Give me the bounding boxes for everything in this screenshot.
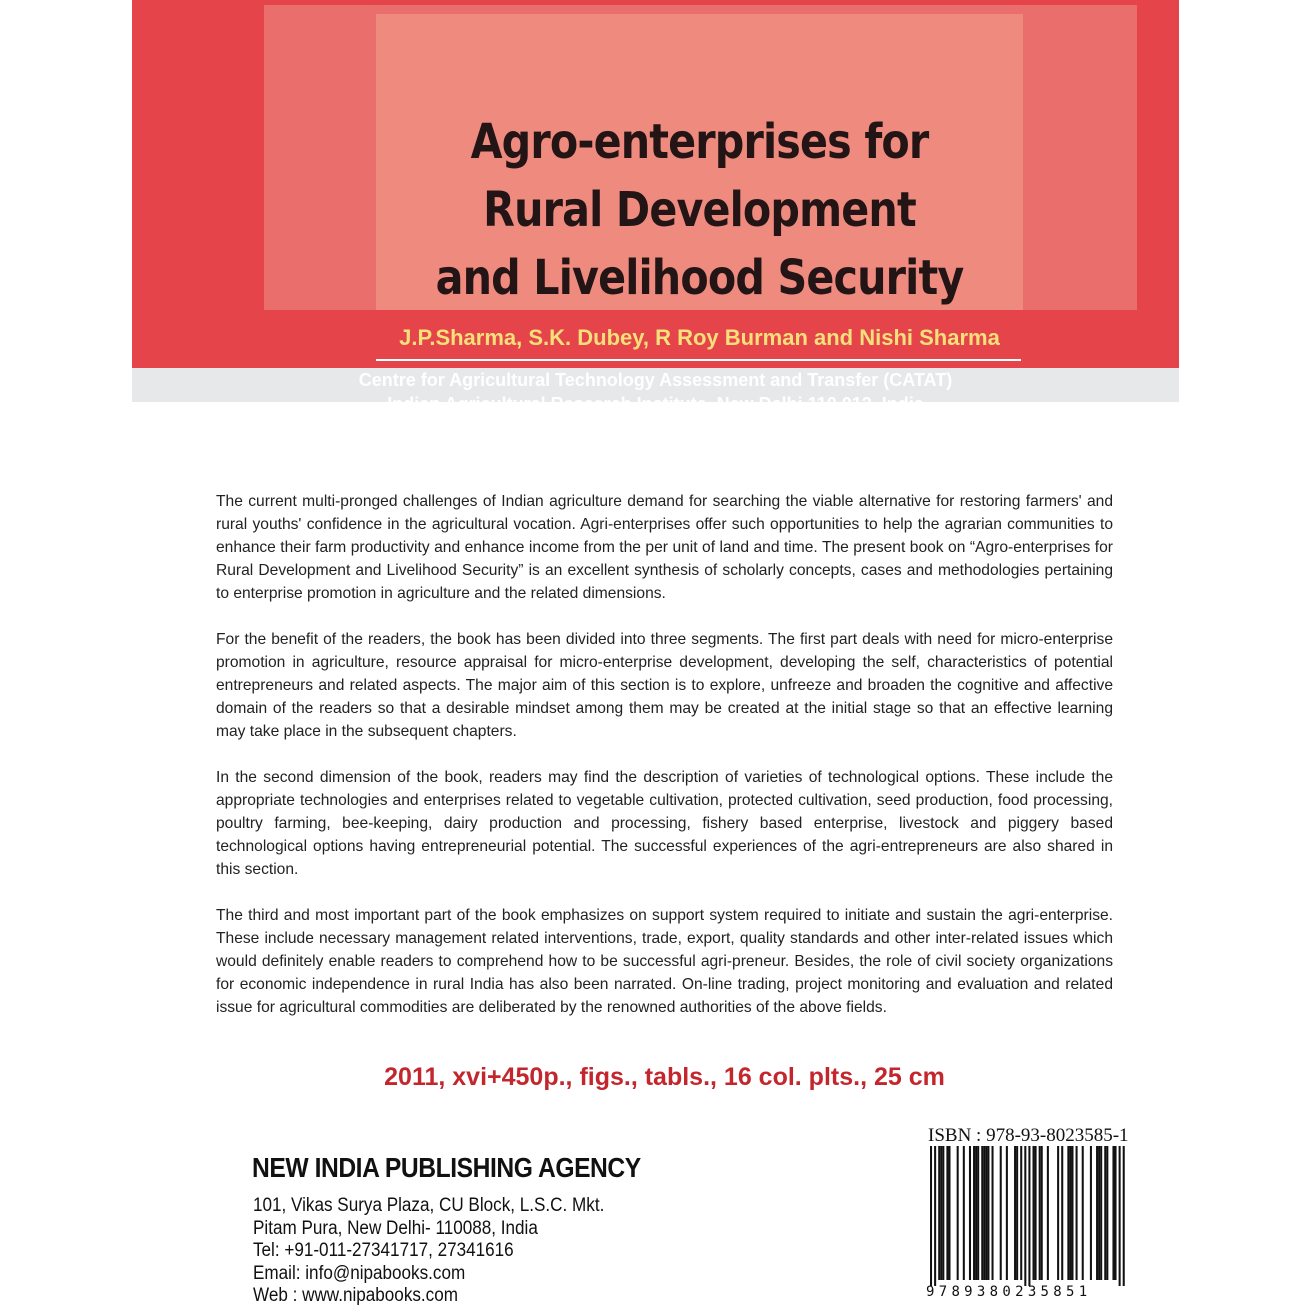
barcode-bar (946, 1146, 948, 1280)
barcode-bar (1069, 1146, 1071, 1280)
barcode-bar (981, 1146, 983, 1280)
barcode-bar (1082, 1146, 1084, 1280)
barcode-bar (983, 1146, 985, 1280)
book-title-line-2: Rural Development (483, 182, 916, 238)
barcode-bar (1000, 1146, 1002, 1280)
barcode-bar (992, 1146, 994, 1280)
publisher-address (253, 1195, 604, 1308)
barcode-bar (977, 1146, 979, 1280)
barcode-bar (934, 1146, 936, 1286)
barcode (926, 1146, 1134, 1304)
barcode-bar (1071, 1146, 1073, 1280)
barcode-bar (987, 1146, 989, 1280)
barcode-bar (948, 1146, 950, 1280)
barcode-bar (1098, 1146, 1100, 1280)
barcode-bar (1014, 1146, 1016, 1280)
institute-band (132, 368, 1179, 414)
authors-underline (376, 359, 1021, 361)
barcode-bar (1039, 1146, 1041, 1280)
barcode-bar (957, 1146, 959, 1280)
barcode-bar (1112, 1146, 1114, 1280)
barcode-bar (969, 1146, 971, 1280)
barcode-bar (1057, 1146, 1059, 1280)
barcode-bar (1035, 1146, 1037, 1280)
barcode-bar (942, 1146, 944, 1280)
address-web: Web : www.nipabooks.com (253, 1285, 458, 1306)
barcode-bar (1016, 1146, 1018, 1280)
book-title-line-3: and Livelihood Security (435, 250, 964, 306)
barcode-bar (1047, 1146, 1049, 1280)
description-paragraph-2: For the benefit of the readers, the book has been divided into three segments. The first part deals with need for micro-enterprise promotion in agriculture, resource appraisal for micro-enterprise development, developing the self, characteristics of potential entrepreneurs and related aspects. The major aim of this section is to explore, unfreeze and broaden the cognitive and affective domain of the readers so that a desirable mindset among them may be created at the initial stage so that an effective learning may take place in the subsequent chapters. (216, 631, 1113, 740)
barcode-bar (1115, 1146, 1117, 1280)
barcode-bar (985, 1146, 987, 1280)
book-title-line-1: Agro-enterprises for (470, 114, 929, 170)
barcode-bar (1119, 1146, 1121, 1286)
barcode-bar (1100, 1146, 1102, 1280)
barcode-bars (926, 1146, 1134, 1286)
barcode-bar (1006, 1146, 1008, 1280)
barcode-bar (1020, 1146, 1022, 1280)
description-paragraph-1: The current multi-pronged challenges of Indian agriculture demand for searching the viable alternative for restoring farmers' and rural youths' confidence in the agricultural vocation. Agri-enterprises offer such opportunities to help the agrarian communities to enhance their farm productivity and enhance income from the per unit of land and time. The present book on “Agro-enterprises for Rural Development and Livelihood Security” is an excellent synthesis of scholarly concepts, cases and methodologies pertaining to enterprise promotion in agriculture and the related dimensions. (216, 493, 1113, 602)
book-specs: 2011, xvi+450p., figs., tabls., 16 col. plts., 25 cm (384, 1063, 945, 1091)
description-paragraph-4: The third and most important part of the book emphasizes on support system required to initiate and sustain the agri-enterprise. These include necessary management related interventions, trade, export, quality standards and other inter-related issues which would definitely enable readers to comprehend how to be successful agri-preneur. Besides, the role of civil society organizations for economic independence in rural India has also been narrated. On-line trading, project monitoring and evaluation and related issue for agricultural commodities are deliberated by the renowned authorities of the above fields. (216, 907, 1113, 1016)
barcode-bar (1061, 1146, 1063, 1280)
barcode-bar (1096, 1146, 1098, 1280)
barcode-bar (938, 1146, 940, 1280)
barcode-bar (1090, 1146, 1092, 1280)
address-line-2: Pitam Pura, New Delhi- 110088, India (253, 1217, 538, 1239)
barcode-digits: 9789380235851 (926, 1284, 1092, 1300)
barcode-bar (963, 1146, 965, 1280)
barcode-bar (1028, 1146, 1030, 1286)
barcode-bar (1106, 1146, 1108, 1280)
address-telephone: Tel: +91-011-27341717, 27341616 (253, 1240, 514, 1261)
barcode-bar (973, 1146, 975, 1280)
barcode-bar (940, 1146, 942, 1280)
barcode-bar (975, 1146, 977, 1280)
barcode-bar (1067, 1146, 1069, 1280)
publisher-name: NEW INDIA PUBLISHING AGENCY (252, 1152, 641, 1183)
barcode-bar (1104, 1146, 1106, 1280)
institute-line-1: Centre for Agricultural Technology Assessment and Transfer (CATAT) (358, 370, 953, 390)
barcode-bar (930, 1146, 932, 1286)
barcode-bar (1123, 1146, 1125, 1286)
address-email: Email: info@nipabooks.com (253, 1262, 466, 1284)
authors: J.P.Sharma, S.K. Dubey, R Roy Burman and Nishi Sharma (399, 325, 1000, 350)
barcode-bar (1076, 1146, 1078, 1280)
isbn-label: ISBN : 978-93-8023585-1 (928, 1125, 1129, 1146)
barcode-bar (1041, 1146, 1043, 1280)
book-title (421, 108, 977, 312)
institute-line-2: Indian Agricultural Research Institute, New Delhi 110 012, India (387, 394, 924, 414)
barcode-bar (1033, 1146, 1035, 1280)
barcode-bar (1024, 1146, 1026, 1286)
address-line-1: 101, Vikas Surya Plaza, CU Block, L.S.C. Mkt. (253, 1195, 605, 1216)
description-paragraph-3: In the second dimension of the book, readers may find the description of varieties of technological options. These include the appropriate technologies and enterprises related to vegetable cultivation, protected cultivation, seed production, food processing, poultry farming, bee-keeping, dairy production and processing, fishery based enterprise, livestock and piggery based technological options having entrepreneurial potential. The successful experiences of the agri-entrepreneurs are also shared in this section. (216, 769, 1113, 878)
book-description (216, 490, 1113, 1042)
